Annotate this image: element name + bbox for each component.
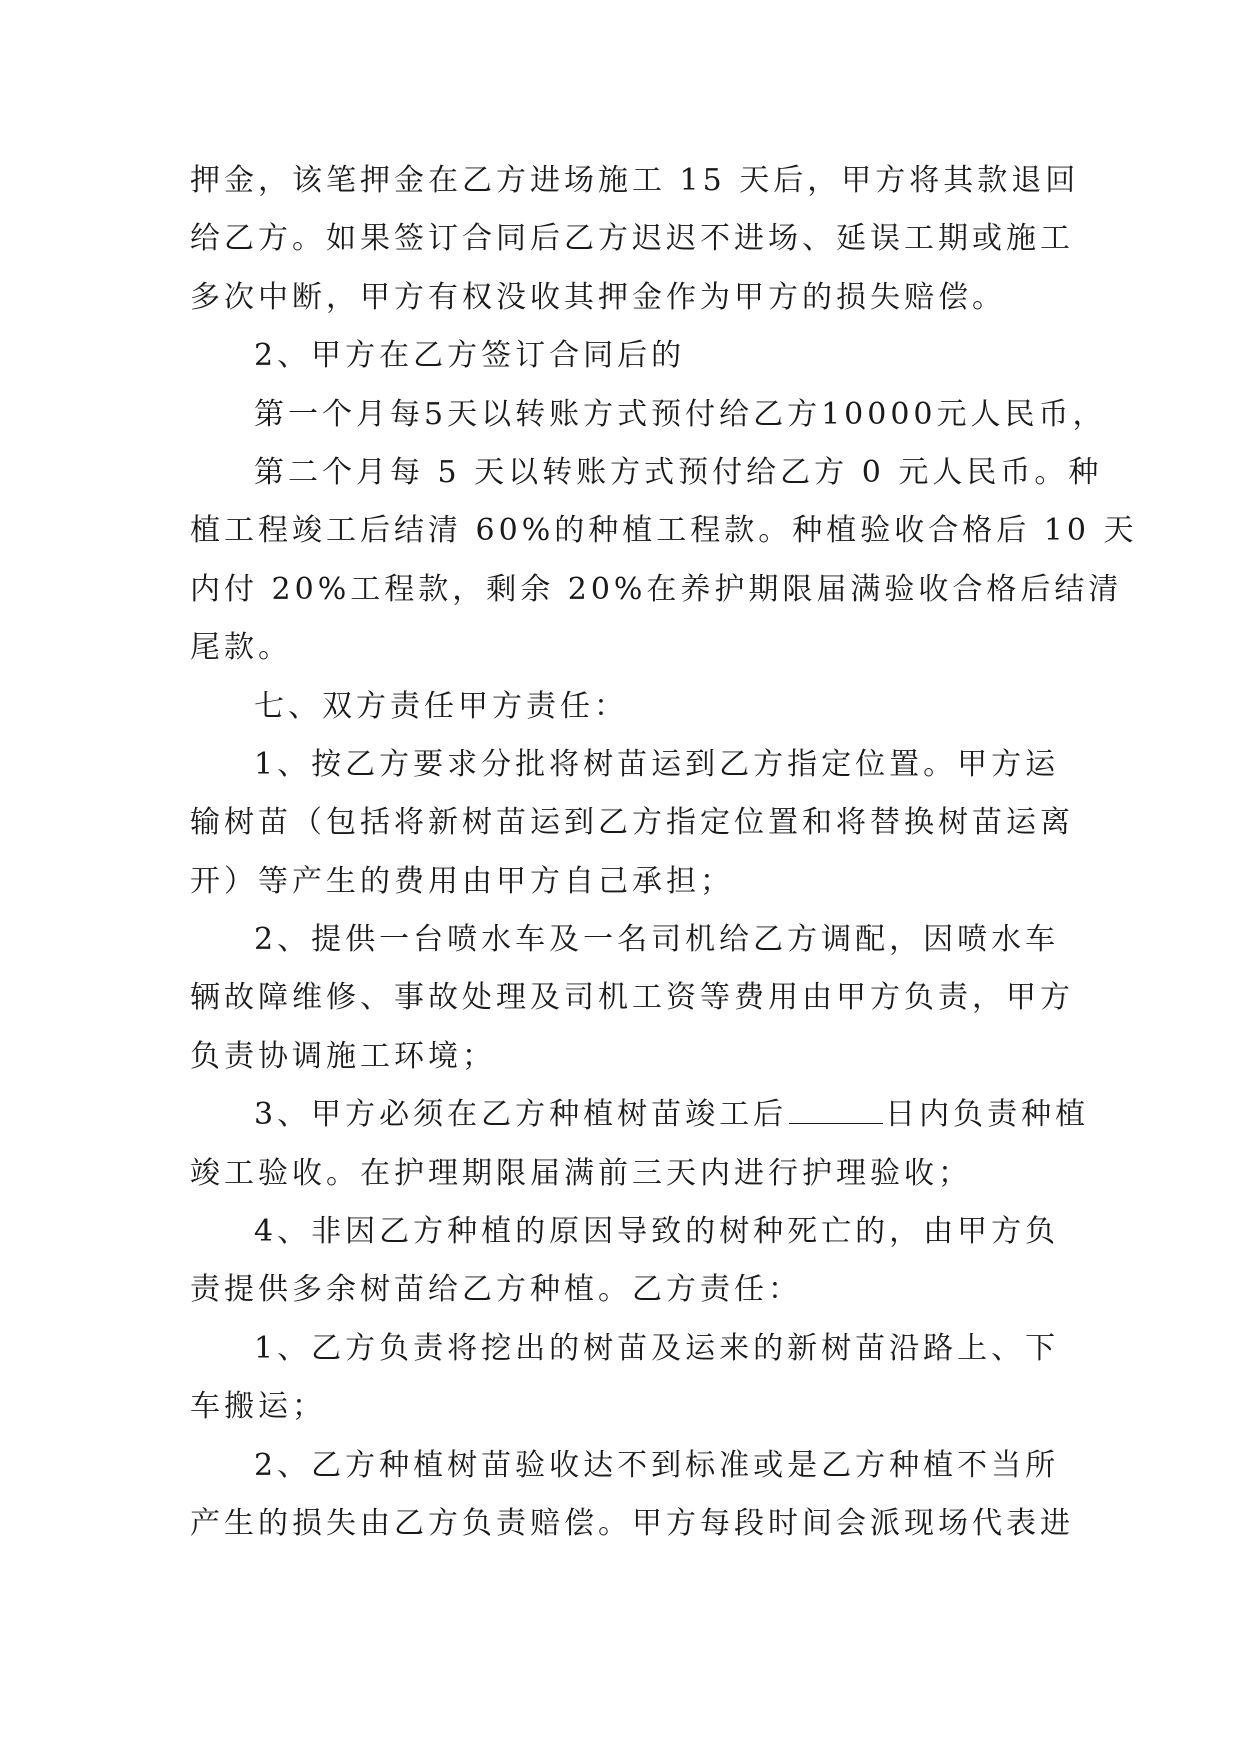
document-body (190, 152, 1138, 1553)
text-line: 车搬运； (190, 1389, 326, 1425)
text-line: 辆故障维修、事故处理及司机工资等费用由甲方负责，甲方 (190, 980, 1074, 1016)
text-line: 开）等产生的费用由甲方自己承担； (190, 863, 734, 899)
text-line: 4、非因乙方种植的原因导致的树种死亡的，由甲方负 (254, 1214, 1060, 1250)
text-line: 第一个月每5天以转账方式预付给乙方10000元人民币， (254, 396, 1107, 432)
text-line: 负责协调施工环境； (190, 1038, 496, 1074)
text-line: 输树苗（包括将新树苗运到乙方指定位置和将替换树苗运离 (190, 805, 1074, 841)
text-line: 2、提供一台喷水车及一名司机给乙方调配，因喷水车 (254, 922, 1060, 958)
text-line: 产生的损失由乙方负责赔偿。甲方每段时间会派现场代表进 (190, 1505, 1074, 1541)
text-line: 植工程竣工后结清 60%的种植工程款。种植验收合格后 10 天 (190, 513, 1138, 549)
text-line: 1、按乙方要求分批将树苗运到乙方指定位置。甲方运 (254, 746, 1060, 782)
text-line: 多次中断，甲方有权没收其押金作为甲方的损失赔偿。 (190, 279, 1006, 315)
text-line: 押金，该笔押金在乙方进场施工 15 天后，甲方将其款退回 (190, 163, 1080, 198)
text-line: 尾款。 (190, 630, 292, 666)
text-fragment: 日内负责种植 (885, 1097, 1090, 1133)
fill-in-blank (789, 1089, 883, 1124)
text-fragment: 3、甲方必须在乙方种植树苗竣工后 (254, 1097, 788, 1133)
section-heading: 七、双方责任甲方责任： (254, 688, 628, 724)
text-line: 2、甲方在乙方签订合同后的 (254, 338, 686, 374)
text-line: 给乙方。如果签订合同后乙方迟迟不进场、延误工期或施工 (190, 221, 1074, 257)
text-line: 第二个月每 5 天以转账方式预付给乙方 0 元人民币。种 (254, 454, 1103, 490)
text-line-with-blank (190, 1086, 1090, 1144)
text-line: 竣工验收。在护理期限届满前三天内进行护理验收； (190, 1155, 972, 1191)
text-line: 责提供多余树苗给乙方种植。乙方责任： (190, 1272, 802, 1308)
text-line: 2、乙方种植树苗验收达不到标准或是乙方种植不当所 (254, 1447, 1060, 1483)
text-line: 内付 20%工程款，剩余 20%在养护期限届满验收合格后结清 (190, 571, 1123, 607)
text-line: 1、乙方负责将挖出的树苗及运来的新树苗沿路上、下 (254, 1330, 1060, 1366)
